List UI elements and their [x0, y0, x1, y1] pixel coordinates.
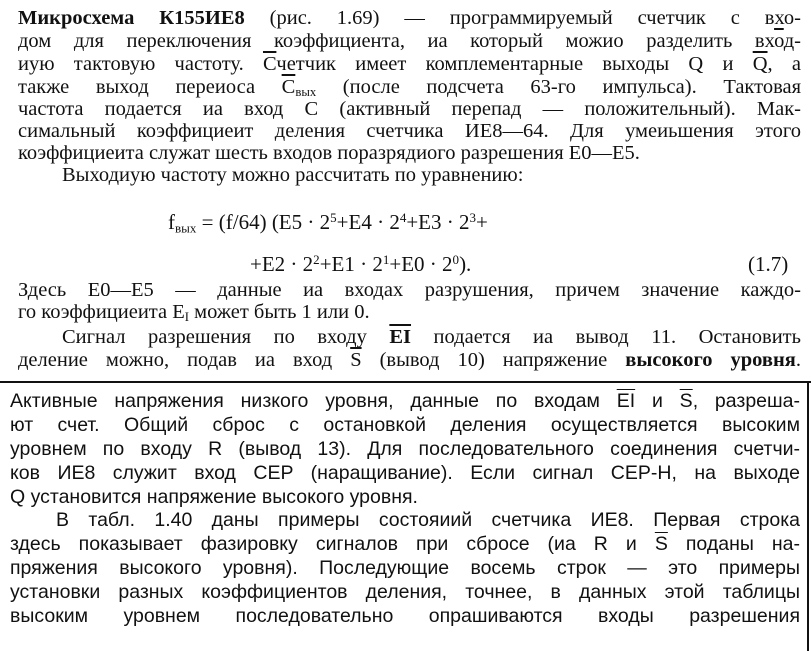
- q-inverted: $\overline{Q}$: [752, 53, 768, 75]
- paragraph-line: уровнем по входу R (вывод 13). Для последовательного соединения счетчи-: [10, 438, 800, 460]
- paragraph-line: Выходиую частоту можно рассчитать по уравнению:: [62, 164, 524, 186]
- scan-divider: [0, 381, 811, 383]
- paragraph-line: го коэффициеита $Е_I$ может быть 1 или 0.: [18, 301, 370, 325]
- paragraph-line: высоким уровнем последовательно опрашиваются входы разрешения: [10, 605, 800, 627]
- paragraph-line: В табл. 1.40 даны примеры состояиий счетчика ИЕ8. Первая строка: [56, 509, 800, 531]
- paragraph-line: ют счет. Общий сброс с остановкой деления осуществляется высоким: [10, 414, 800, 436]
- paragraph-line: здесь показывает фазировку сигналов при сбросе (иа R и $\overline{S}$ поданы на-: [10, 533, 800, 555]
- formula-line-1: $f_{вых} = (f/64) (Е5 \cdot 2^5+Е4 \cdot 2^4+Е3 \cdot 2^3+$: [168, 209, 488, 236]
- paragraph-line: Микросхема К155ИЕ8 (рис. 1.69) — программируемый счетчик с вхо-: [18, 7, 801, 29]
- scan-border-right: [807, 381, 809, 651]
- paragraph-line: установки разных коэффициентов деления, точнее, в данных этой таблицы: [10, 581, 800, 603]
- formula-line-2: $+Е2 \cdot 2^2+Е1 \cdot 2^1+Е0 \cdot 2^0$).: [250, 251, 472, 276]
- paragraph-line: дом для переключения коэффициента, иа который можио разделить вход-: [18, 30, 801, 52]
- paragraph-line: симальный коэффициеит деления счетчика ИЕ8—64. Для умеиьшения этого: [18, 120, 801, 142]
- paragraph-line: Здесь Е0—Е5 — данные иа входах разрушения, причем значение каждо-: [18, 279, 801, 301]
- paragraph-line: Сигнал разрешения по входу $\overline{EI}$ подается иа вывод 11. Остановить: [62, 326, 801, 348]
- paragraph-line: частота подается иа вход С (активный перепад — положительный). Мак-: [18, 98, 801, 120]
- paragraph-line: Q установится напряжение высокого уровня.: [10, 486, 418, 508]
- chip-title: Микросхема К155ИЕ8: [18, 7, 245, 29]
- paragraph-line: иую тактовую частоту. Счетчик имеет комплементарные выходы Q и $\overline{Q}$, а: [18, 53, 801, 75]
- paragraph-line: ков ИЕ8 служит вход CEP (наращивание). Если сигнал CEP-H, на выходе: [10, 462, 800, 484]
- paragraph-line: также выход переиоса $С_{вых}$ (после подсчета 63-го импульса). Тактовая: [18, 76, 802, 100]
- paragraph-line: коэффициеита служат шесть входов поразрядиого разрешения Е0—Е5.: [18, 142, 640, 164]
- paragraph-line: Активные напряжения низкого уровня, данные по входам $\overline{EI}$ и $\overline{S}$, разреша-: [10, 390, 800, 412]
- equation-number: (1.7): [748, 252, 789, 276]
- paragraph-line: деление можно, подав иа вход $\overline{S}$ (вывод 10) напряжение высокого уровня.: [18, 349, 801, 371]
- paragraph-line: пряжения высокого уровня). Последующие восемь строк — это примеры: [10, 557, 800, 579]
